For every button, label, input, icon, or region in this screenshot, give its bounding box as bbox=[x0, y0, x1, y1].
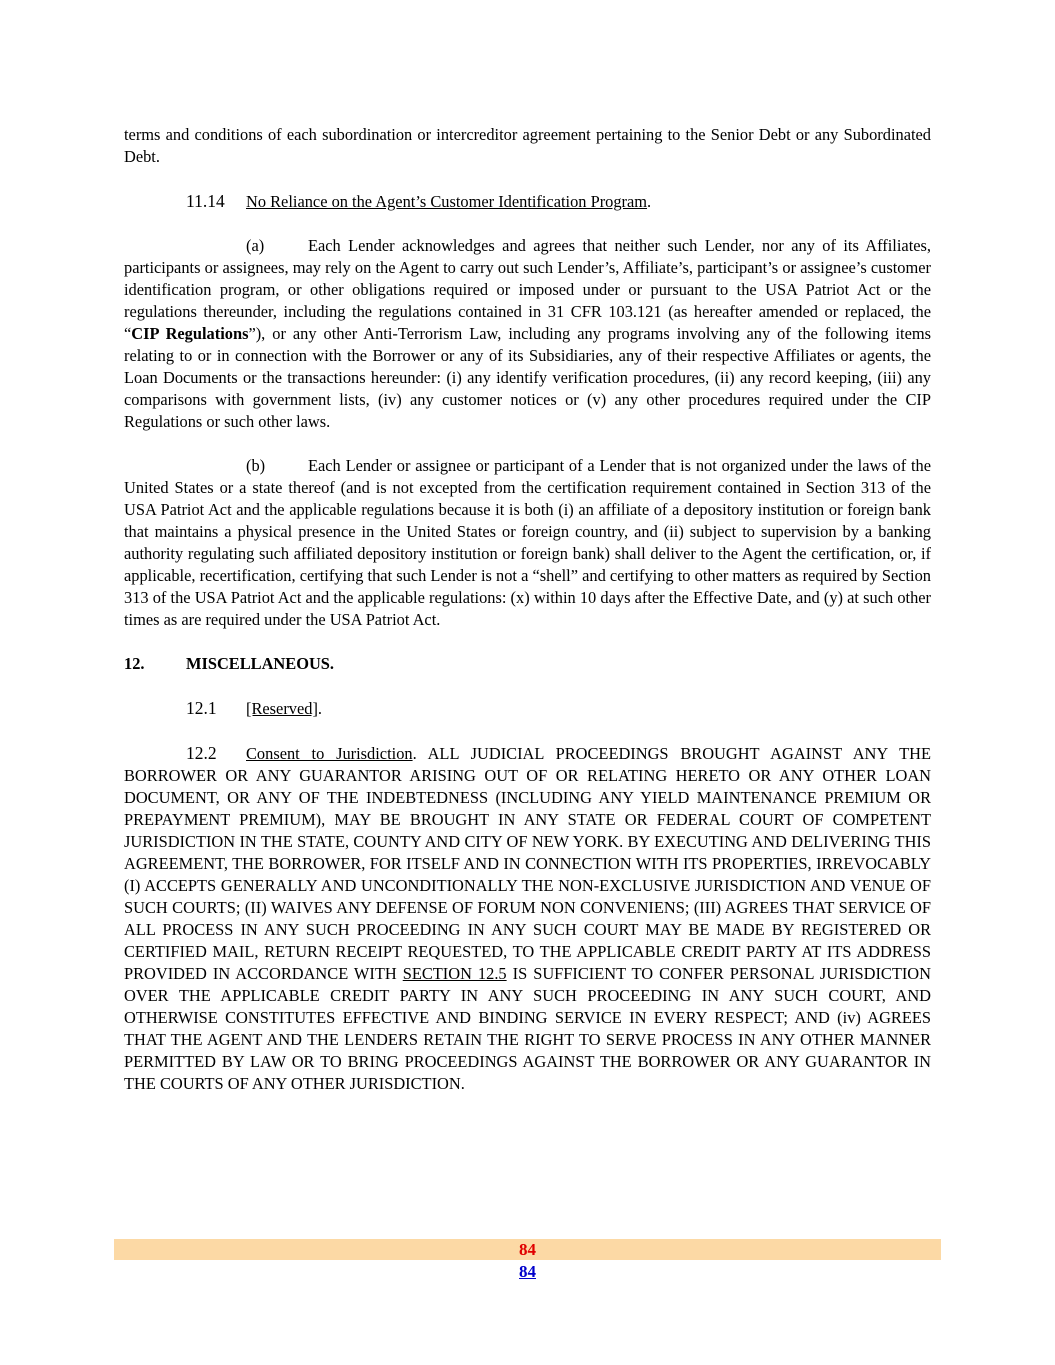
paragraph-a bbox=[124, 235, 931, 433]
section-title: [Reserved] bbox=[246, 699, 318, 718]
paragraph-text-cont: IS SUFFICIENT TO CONFER PERSONAL JURISDICTION OVER THE APPLICABLE CREDIT PARTY IN ANY SUCH PROCEEDING IN ANY SUCH COURT, AND OTHERWISE CONSTITUTES EFFECTIVE AND BINDING SERVICE IN EVERY RESPECT; AND (iv) AGREES THAT THE AGENT AND THE LENDERS RETAIN THE RIGHT TO SERVE PROCESS IN ANY OTHER MANNER PERMITTED BY LAW OR TO BRING PROCEEDINGS AGAINST THE BORROWER OR ANY GUARANTOR IN THE COURTS OF ANY OTHER JURISDICTION. bbox=[124, 964, 931, 1093]
paragraph-text: Each Lender acknowledges and agrees that neither such Lender, nor any of its Affiliates, participants or assignees, may rely on the Agent to carry out such Lender’s, Affiliate’s, participant’s or assignee’s customer identification program, or other obligations required or imposed under or pursuant to the USA Patriot Act or the regulations thereunder, including the regulations contained in 31 CFR 103.121 (as hereafter amended or replaced, the “ bbox=[124, 236, 931, 343]
defined-term: CIP Regulations bbox=[131, 324, 249, 343]
section-title: Consent to Jurisdiction bbox=[246, 744, 413, 763]
section-11-14-heading bbox=[124, 190, 931, 213]
section-title: MISCELLANEOUS. bbox=[186, 654, 335, 673]
section-12-2-paragraph bbox=[124, 742, 931, 1095]
paragraph-label: (a) bbox=[246, 236, 265, 255]
section-12-1-heading bbox=[124, 697, 931, 720]
paragraph-text: Each Lender or assignee or participant of a Lender that is not organized under the laws of the United States or a state thereof (and is not excepted from the certification requirement contained in Section 313 of the USA Patriot Act and the applicable regulations because it is both (i) an affiliate of a depository institution or foreign bank that maintains a physical presence in the United States or foreign country, and (ii) subject to supervision by a banking authority regulating such affiliated depository institution or foreign bank) shall deliver to the Agent the certification, or, if applicable, recertification, certifying that such Lender is not a “shell” and certifying to other matters as required by Section 313 of the USA Patriot Act and the applicable regulations: (x) within 10 days after the Effective Date, and (y) at such other times as are required under the USA Patriot Act. bbox=[124, 456, 931, 629]
paragraph-text-cont: ”), or any other Anti-Terrorism Law, including any programs involving any of the following items relating to or in connection with the Borrower or any of its Subsidiaries, any of their respective Affiliates or agents, the Loan Documents or the transactions hereunder: (i) any identify verification procedures, (ii) any record keeping, (iii) any comparisons with government lists, (iv) any customer notices or (v) any other procedures required under the CIP Regulations or such other laws. bbox=[124, 324, 931, 431]
section-number: 12.2 bbox=[186, 743, 217, 763]
section-title: No Reliance on the Agent’s Customer Identification Program bbox=[246, 192, 648, 211]
section-number: 12.1 bbox=[186, 698, 217, 718]
page-number-link[interactable]: 84 bbox=[519, 1262, 536, 1281]
section-12-heading bbox=[124, 653, 931, 675]
continuation-paragraph: terms and conditions of each subordination or intercreditor agreement pertaining to the Senior Debt or any Subordinated Debt. bbox=[124, 125, 931, 166]
paragraph-label: (b) bbox=[246, 456, 266, 475]
section-title-period: . bbox=[647, 192, 652, 211]
section-number: 11.14 bbox=[186, 191, 225, 211]
paragraph-b bbox=[124, 455, 931, 631]
page-number-link-row bbox=[0, 1262, 1055, 1282]
page-number: 84 bbox=[519, 1240, 536, 1259]
section-number: 12. bbox=[124, 654, 145, 673]
section-title-period: . bbox=[317, 699, 323, 718]
paragraph-text: . ALL JUDICIAL PROCEEDINGS BROUGHT AGAINST ANY THE BORROWER OR ANY GUARANTOR ARISING OUT OF OR RELATING HERETO OR ANY OTHER LOAN DOCUMENT, OR ANY OF THE INDEBTEDNESS (INCLUDING ANY YIELD MAINTENANCE PREMIUM OR PREPAYMENT PREMIUM), MAY BE BROUGHT IN ANY STATE OR FEDERAL COURT OF COMPETENT JURISDICTION IN THE STATE, COUNTY AND CITY OF NEW YORK. BY EXECUTING AND DELIVERING THIS AGREEMENT, THE BORROWER, FOR ITSELF AND IN CONNECTION WITH ITS PROPERTIES, IRREVOCABLY (I) ACCEPTS GENERALLY AND UNCONDITIONALLY THE NON-EXCLUSIVE JURISDICTION AND VENUE OF SUCH COURTS; (II) WAIVES ANY DEFENSE OF FORUM NON CONVENIENS; (III) AGREES THAT SERVICE OF ALL PROCESS IN ANY SUCH PROCEEDING IN ANY SUCH COURT MAY BE MADE BY REGISTERED OR CERTIFIED MAIL, RETURN RECEIPT REQUESTED, TO THE APPLICABLE CREDIT PARTY AT ITS ADDRESS PROVIDED IN ACCORDANCE WITH bbox=[124, 744, 931, 983]
document-page bbox=[124, 124, 931, 1095]
section-reference-link[interactable]: SECTION 12.5 bbox=[402, 964, 507, 983]
